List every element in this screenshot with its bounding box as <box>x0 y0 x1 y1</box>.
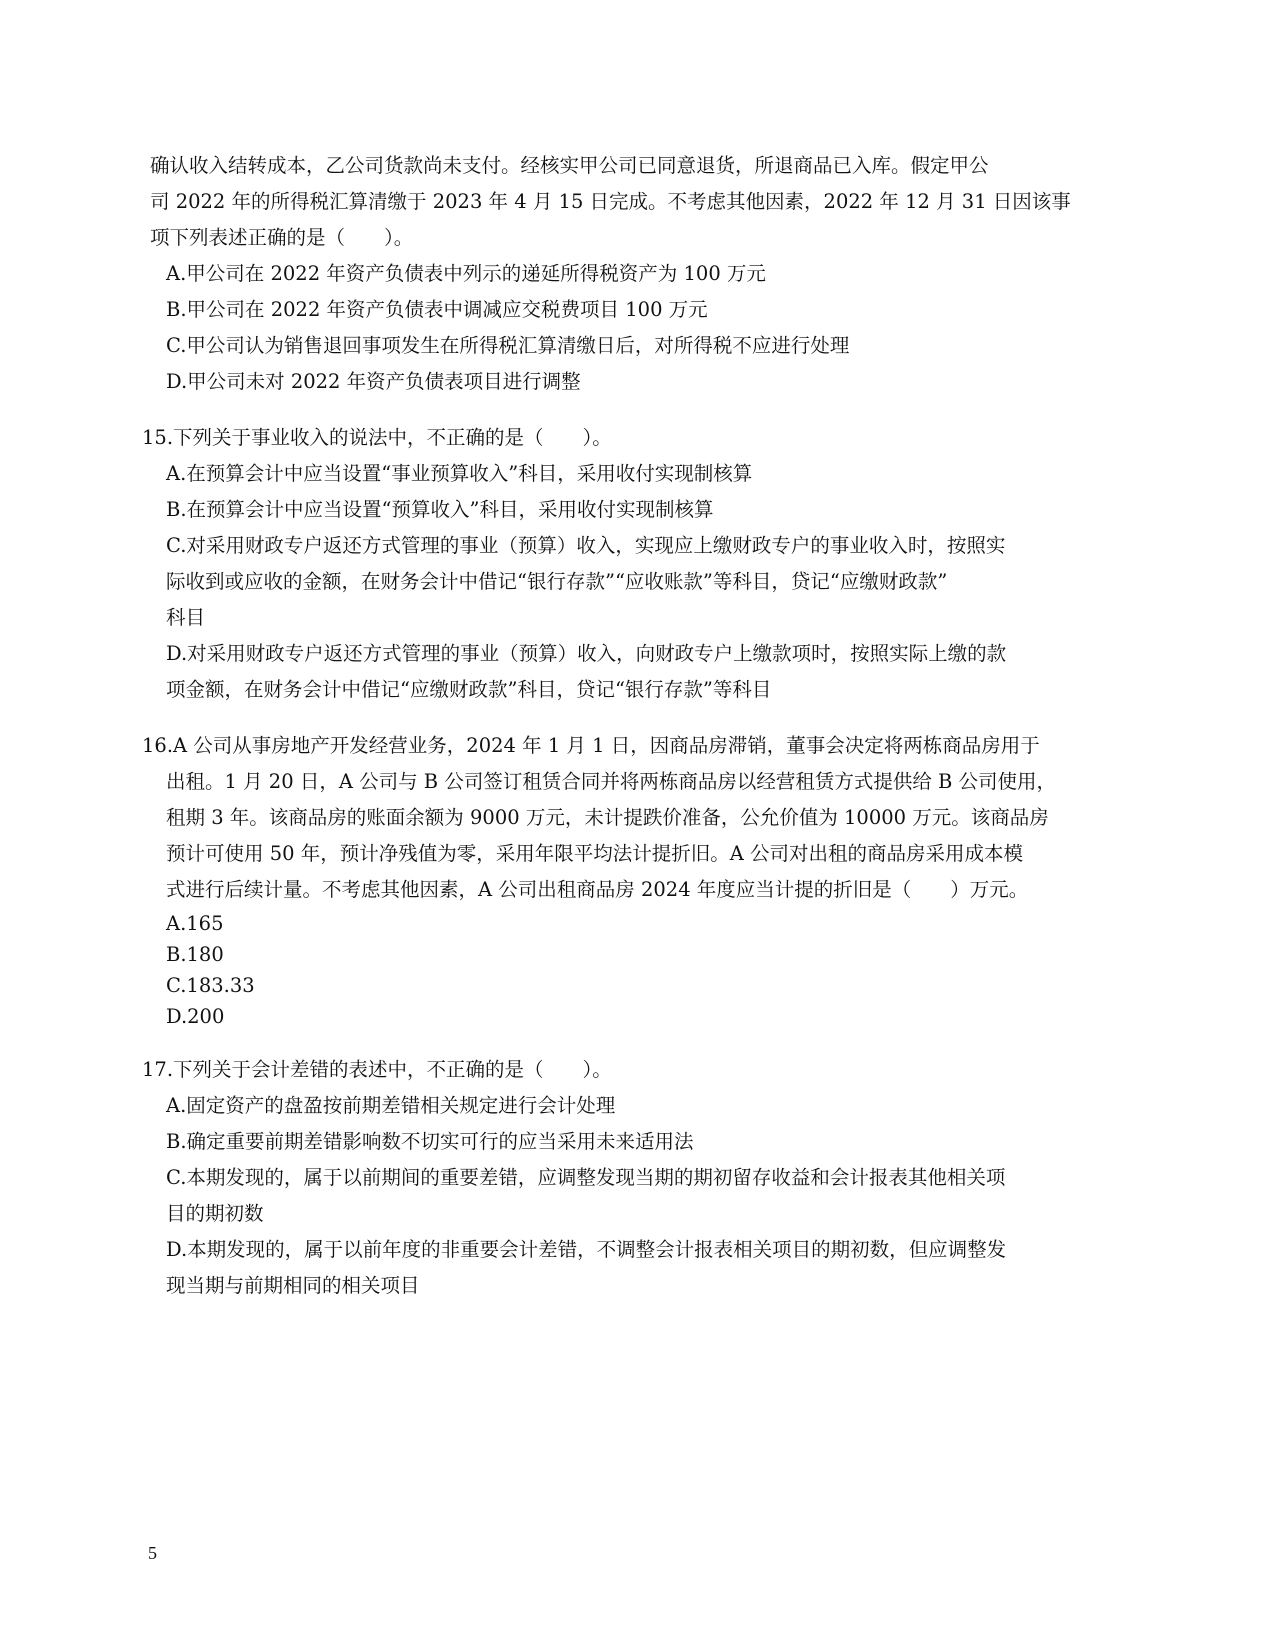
question-15-option-a: A.在预算会计中应当设置“事业预算收入”科目，采用收付实现制核算 <box>166 462 753 485</box>
question-15-option-b: B.在预算会计中应当设置“预算收入”科目，采用收付实现制核算 <box>166 498 714 521</box>
question-14-option-b: B.甲公司在 2022 年资产负债表中调减应交税费项目 100 万元 <box>166 298 708 321</box>
question-14-option-d: D.甲公司未对 2022 年资产负债表项目进行调整 <box>166 370 581 393</box>
question-14 <box>150 148 1130 400</box>
question-17-option-d-line: D.本期发现的，属于以前年度的非重要会计差错，不调整会计报表相关项目的期初数，但应调整发 <box>166 1238 1007 1261</box>
question-16-option-c: C.183.33 <box>166 974 255 997</box>
question-17-option-c-line: C.本期发现的，属于以前期间的重要差错，应调整发现当期的期初留存收益和会计报表其他相关项 <box>166 1166 1006 1189</box>
question-17-option-d-line: 现当期与前期相同的相关项目 <box>166 1274 420 1297</box>
question-14-stem-line: 司 2022 年的所得税汇算清缴于 2023 年 4 月 15 日完成。不考虑其他因素，2022 年 12 月 31 日因该事 <box>150 190 1071 213</box>
question-16-stem-line: 16.A 公司从事房地产开发经营业务，2024 年 1 月 1 日，因商品房滞销，董事会决定将两栋商品房用于 <box>142 734 1040 757</box>
question-16 <box>142 728 1130 1032</box>
question-17-option-a: A.固定资产的盘盈按前期差错相关规定进行会计处理 <box>166 1094 616 1117</box>
question-16-stem-line: 式进行后续计量。不考虑其他因素，A 公司出租商品房 2024 年度应当计提的折旧是（ ）万元。 <box>166 878 1029 901</box>
question-15 <box>142 420 1130 708</box>
page-number: 5 <box>148 1543 157 1563</box>
question-15-option-c-line: C.对采用财政专户返还方式管理的事业（预算）收入，实现应上缴财政专户的事业收入时，按照实 <box>166 534 1006 557</box>
question-16-stem-line: 预计可使用 50 年，预计净残值为零，采用年限平均法计提折旧。A 公司对出租的商品房采用成本模 <box>166 842 1023 865</box>
question-17-option-c-line: 目的期初数 <box>166 1202 264 1225</box>
question-15-option-c-line: 际收到或应收的金额，在财务会计中借记“银行存款”“应收账款”等科目，贷记“应缴财政款” <box>166 570 948 593</box>
question-14-option-c: C.甲公司认为销售退回事项发生在所得税汇算清缴日后，对所得税不应进行处理 <box>166 334 850 357</box>
question-16-stem-line: 租期 3 年。该商品房的账面余额为 9000 万元，未计提跌价准备，公允价值为 10000 万元。该商品房 <box>166 806 1049 829</box>
question-15-option-d-line: 项金额，在财务会计中借记“应缴财政款”科目，贷记“银行存款”等科目 <box>166 678 772 701</box>
question-16-option-b: B.180 <box>166 943 224 966</box>
question-15-option-c-line: 科目 <box>166 606 206 629</box>
question-14-stem-line: 确认收入结转成本，乙公司货款尚未支付。经核实甲公司已同意退货，所退商品已入库。假定甲公 <box>150 154 989 177</box>
question-17-option-b: B.确定重要前期差错影响数不切实可行的应当采用未来适用法 <box>166 1130 694 1153</box>
question-14-option-a: A.甲公司在 2022 年资产负债表中列示的递延所得税资产为 100 万元 <box>166 262 766 285</box>
question-14-stem-line: 项下列表述正确的是（ ）。 <box>150 226 414 249</box>
question-16-option-d: D.200 <box>166 1005 225 1028</box>
question-15-option-d-line: D.对采用财政专户返还方式管理的事业（预算）收入，向财政专户上缴款项时，按照实际上缴的款 <box>166 642 1007 665</box>
question-16-option-a: A.165 <box>166 912 224 935</box>
question-17-stem: 17.下列关于会计差错的表述中，不正确的是（ ）。 <box>142 1058 612 1081</box>
question-15-stem: 15.下列关于事业收入的说法中，不正确的是（ ）。 <box>142 426 612 449</box>
question-16-stem-line: 出租。1 月 20 日，A 公司与 B 公司签订租赁合同并将两栋商品房以经营租赁方式提供给 B 公司使用， <box>166 770 1057 793</box>
question-17 <box>142 1052 1130 1304</box>
document-content <box>142 148 1130 1324</box>
